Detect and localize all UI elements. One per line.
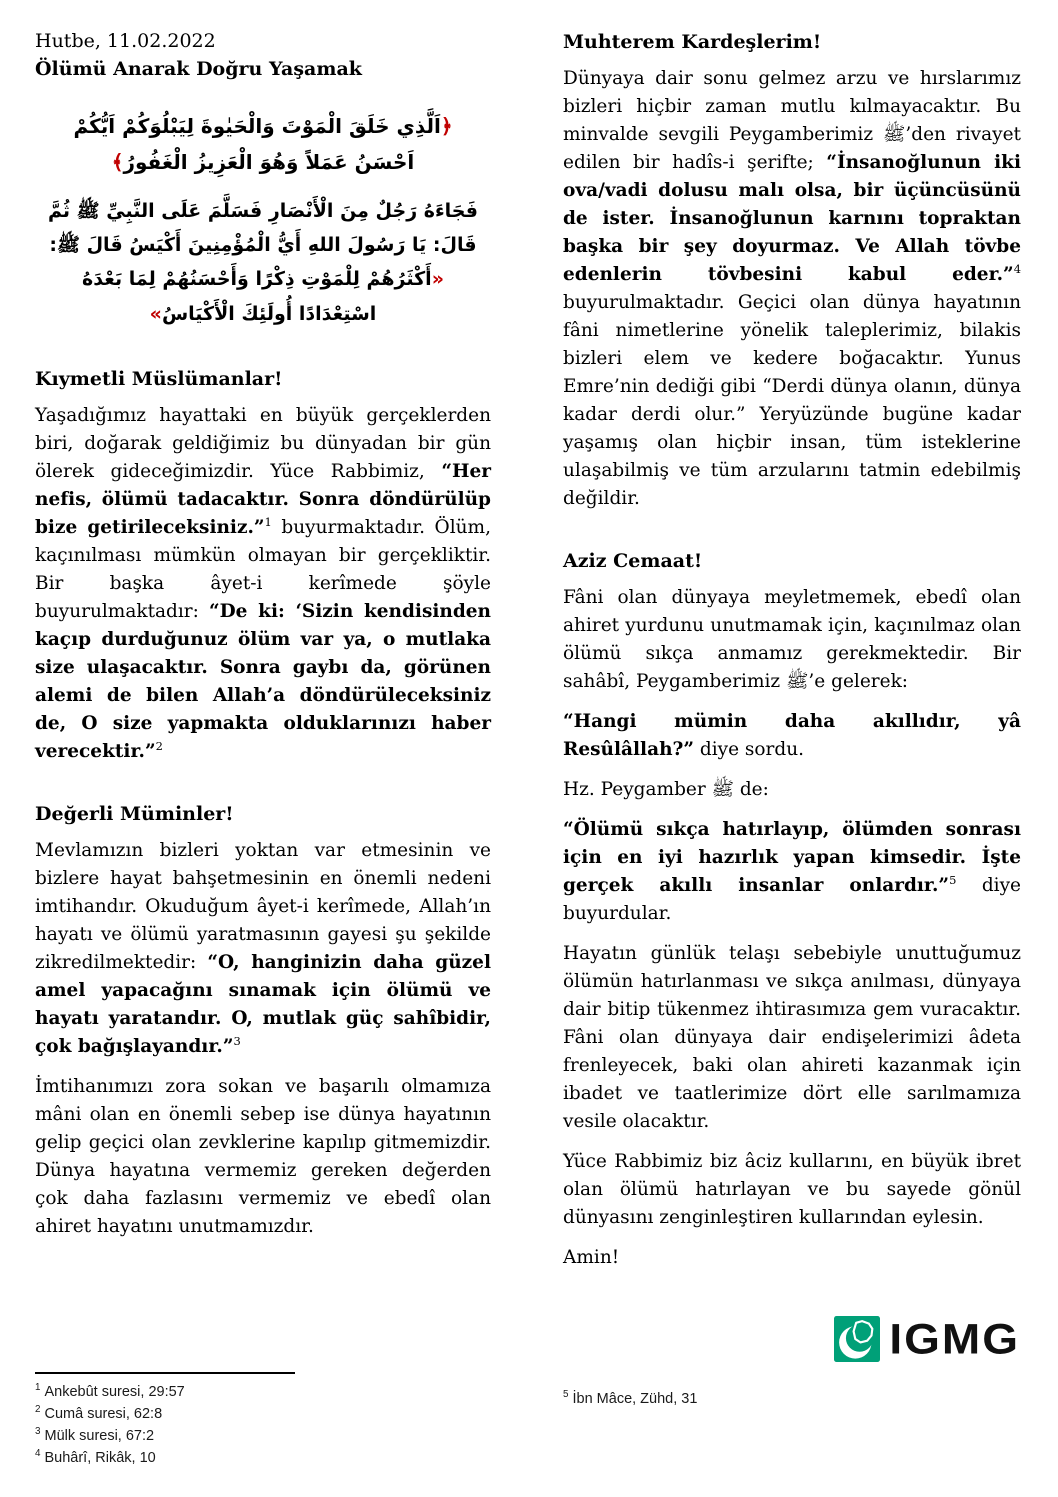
paragraph-right-1: Dünyaya dair sonu gelmez arzu ve hırslarımız bizleri hiçbir zaman mutlu kılmayacaktır. Bu minvalde sevgili Peygamberimiz ﷺ’den rivayet edilen bir hadîs-i şerifte; “İnsanoğlunun iki ova/vadi dolusu malı olsa, bir üçüncüsünü de ister. İnsanoğlunun karnını topraktan başka bir şey doyurmaz. Ve Allah tövbe edenlerin tövbesini kabul eder.”$^4$ buyurulmaktadır. Geçici olan dünya hayatının fâni nimetlerine yönelik taleplerimiz, bilakis bizleri elem ve kedere boğacaktır. Yunus Emre’nin dediği gibi “Derdi dünya olanın, dünya kadar derdi olur.” Yeryüzünde bugüne kadar yaşamış olan hiçbir insan, tüm isteklerine ulaşabilmiş ve tüm arzularını tatmin edebilmiş değildir. bbox=[563, 68, 1021, 509]
footnote-3 bbox=[35, 1425, 185, 1447]
section-heading-kiymetli-muslumanlar: Kıymetli Müslümanlar! bbox=[35, 367, 283, 390]
footnote-4 bbox=[35, 1447, 185, 1469]
footnote-text: Buhârî, Rikâk, 10 bbox=[44, 1450, 156, 1466]
footnotes-right bbox=[563, 1388, 697, 1410]
left-column bbox=[35, 28, 491, 1253]
footnote-number: 4 bbox=[35, 1448, 41, 1460]
paragraph-right-3: “Hangi mümin daha akıllıdır, yâ Resûlâllah?” diye sordu. bbox=[563, 711, 1021, 760]
paragraph-right-8: Amin! bbox=[563, 1247, 620, 1268]
paragraph-left-1: Yaşadığımız hayattaki en büyük gerçeklerden biri, doğarak geldiğimiz bu dünyadan bir gün ölerek gideceğimizdir. Yüce Rabbimiz, “Her nefis, ölümü tadacaktır. Sonra döndürülüp bize getirileceksiniz.”$^1$ buyurmaktadır. Ölüm, kaçınılması mümkün olmayan bir gerçekliktir. Bir başka âyet-i kerîmede şöyle buyurulmaktadır: “De ki: ‘Sizin kendisinden kaçıp durduğunuz ölüm var ya, o mutlaka size ulaşacaktır. Sonra gaybı da, görünen alemi de bilen Allah’a döndürüleceksiniz de, O size yapmakta olduklarınızı haber verecektir.”$^2$ bbox=[35, 404, 491, 762]
paragraph-right-6: Hayatın günlük telaşı sebebiyle unuttuğumuz ölümün hatırlanması ve sıkça anılması, dünyaya dair bitip tükenmez ihtirasımıza gem vuracaktır. Fâni olan dünyaya dair endişelerimizi âdeta frenleyecek, baki olan ahireti kazanmak için ibadet ve taatlerimize dört elle sarılmamıza vesile olacaktır. bbox=[563, 943, 1021, 1132]
footnote-5 bbox=[563, 1388, 697, 1410]
footnote-1 bbox=[35, 1381, 185, 1403]
footnote-2 bbox=[35, 1403, 185, 1425]
arabic-quran-verse: ﴿اَلَّذِي خَلَقَ الْمَوْتَ وَالْحَيٰوةَ لِيَبْلُوَكُمْ اَيُّكُمْ اَحْسَنُ عَمَلاً وَهُوَ الْعَزِيزُ الْغَفُورُ﴾ bbox=[73, 114, 453, 174]
document-header bbox=[35, 28, 491, 82]
footnote-text: Mülk suresi, 67:2 bbox=[44, 1428, 155, 1444]
igmg-logo bbox=[834, 1316, 1020, 1362]
igmg-crescent-emblem-icon bbox=[834, 1316, 880, 1362]
section-heading-aziz-cemaat: Aziz Cemaat! bbox=[563, 550, 703, 572]
paragraph-right-5: “Ölümü sıkça hatırlayıp, ölümden sonrası için en iyi hazırlık yapan kimsedir. İşte gerçek akıllı insanlar onlardır.”$^5$ diye buyurdular. bbox=[563, 819, 1021, 924]
section-heading-degerli-muminler: Değerli Müminler! bbox=[35, 802, 234, 825]
paragraph-right-4: Hz. Peygamber ﷺ de: bbox=[563, 779, 769, 800]
paragraph-left-2: Mevlamızın bizleri yoktan var etmesinin ve bizlere hayat bahşetmesinin en önemli nedeni imtihandır. Okuduğum âyet-i kerîmede, Allah’ın hayatı ve ölümü yaratmasının gayesi şu şekilde zikredilmektedir: “O, hanginizin daha güzel amel yapacağını sınamak için ölümü ve hayatı yaratandır. O, mutlak güç sahîbidir, çok bağışlayandır.”$^3$ bbox=[35, 839, 491, 1057]
arabic-hadith-text: فَجَاءَهُ رَجُلٌ مِنَ الْأَنْصَارِ فَسَلَّمَ عَلَى النَّبِيِّ ﷺ ثُمَّ قَالَ: يَا رَسُولَ اللهِ أَيُّ الْمُؤْمِنِينَ أَكْيَسُ قَالَ ﷺ: «أَكْثَرُهُمْ لِلْمَوْتِ ذِكْرًا وَأَحْسَنُهُمْ لِمَا بَعْدَهُ اسْتِعْدَادًا أُولَئِكَ الْأَكْيَاسُ» bbox=[48, 200, 478, 325]
footnote-number: 2 bbox=[35, 1404, 41, 1416]
footnote-separator-line bbox=[35, 1372, 295, 1374]
footnote-text: İbn Mâce, Zühd, 31 bbox=[572, 1391, 698, 1407]
paragraph-right-7: Yüce Rabbimiz biz âciz kullarını, en büyük ibret olan ölümü hatırlayan ve bu sayede gönül dünyasını zenginleştiren kullarından eylesin. bbox=[563, 1151, 1021, 1228]
footnote-text: Ankebût suresi, 29:57 bbox=[44, 1384, 185, 1400]
igmg-logo-text: IGMG bbox=[889, 1315, 1020, 1363]
footnote-number: 5 bbox=[563, 1389, 569, 1401]
footnotes-left bbox=[35, 1381, 185, 1469]
footnote-number: 1 bbox=[35, 1382, 41, 1394]
hutbe-date: Hutbe, 11.02.2022 bbox=[35, 30, 216, 52]
footnote-number: 3 bbox=[35, 1426, 41, 1438]
section-heading-muhterem-kardeslerim: Muhterem Kardeşlerim! bbox=[563, 31, 822, 53]
document-title: Ölümü Anarak Doğru Yaşamak bbox=[35, 58, 362, 80]
right-column bbox=[563, 28, 1021, 1284]
footnote-text: Cumâ suresi, 62:8 bbox=[44, 1406, 163, 1422]
paragraph-left-3: İmtihanımızı zora sokan ve başarılı olmamıza mâni olan en önemli sebep ise dünya hayatının gelip geçici olan zevklerine kapılıp gitmemizdir. Dünya hayatına vermemiz gereken değerden çok daha fazlasını vermemiz ve ebedî olan ahiret hayatını unutmamızdır. bbox=[35, 1075, 491, 1237]
paragraph-right-2: Fâni olan dünyaya meyletmemek, ebedî olan ahiret yurdunu unutmamak için, kaçınılmaz olan ölümü sıkça anmamız gerekmektedir. Bir sahâbî, Peygamberimiz ﷺ’e gelerek: bbox=[563, 587, 1021, 692]
